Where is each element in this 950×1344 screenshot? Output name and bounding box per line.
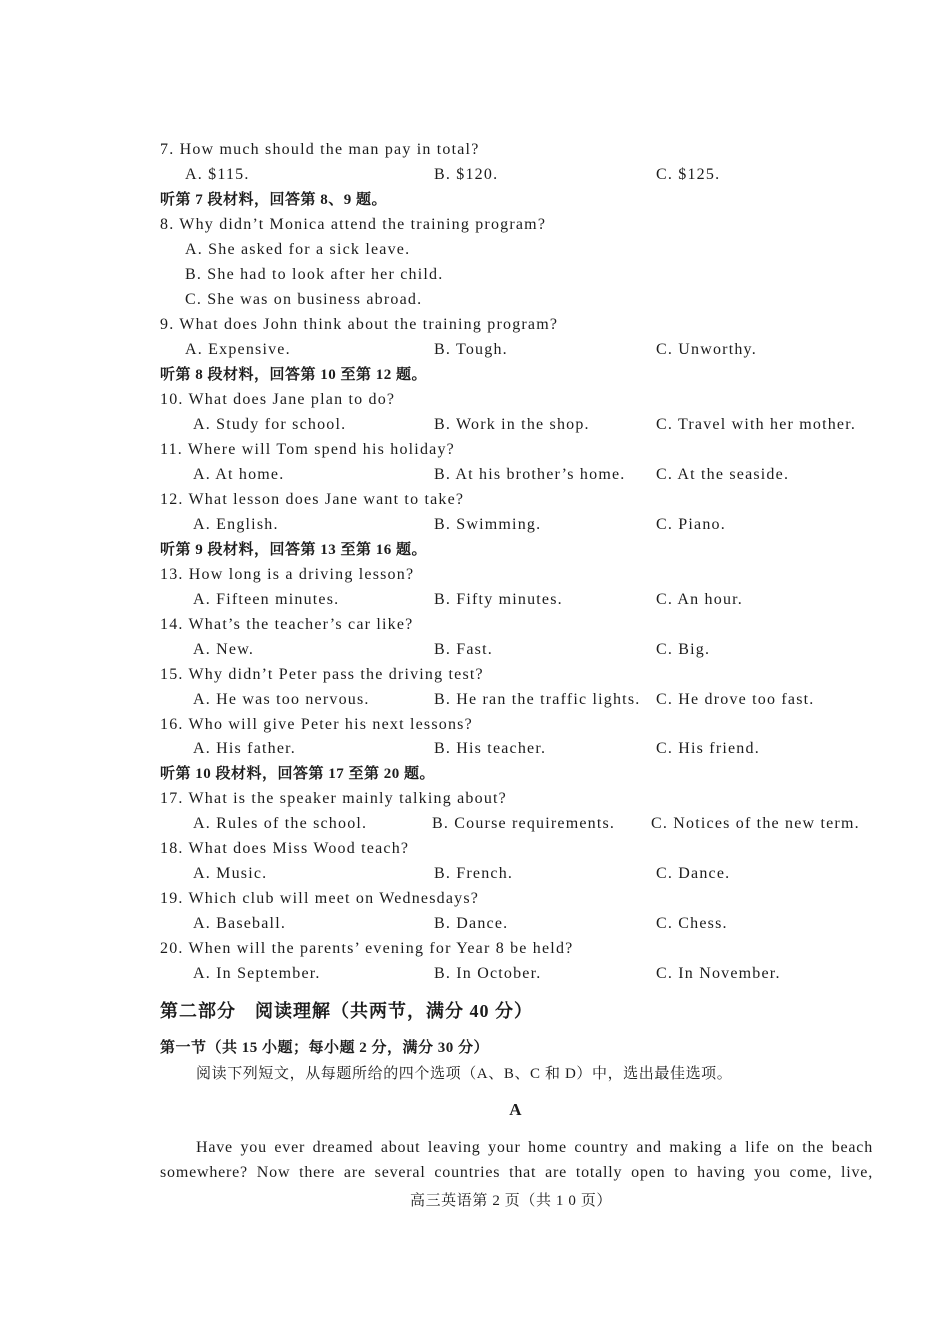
- question-stem: 12. What lesson does Jane want to take?: [160, 491, 465, 508]
- question-stem: 9. What does John think about the training program?: [160, 316, 559, 333]
- option-c: C. Chess.: [656, 915, 728, 932]
- option-b: B. In October.: [434, 965, 542, 982]
- option-b: B. Work in the shop.: [434, 416, 590, 433]
- option-c: C. Notices of the new term.: [651, 815, 860, 832]
- question-stem: 11. Where will Tom spend his holiday?: [160, 441, 455, 458]
- option-a: A. $115.: [185, 166, 250, 183]
- option-b: B. French.: [434, 865, 514, 882]
- option-b: B. Fifty minutes.: [434, 591, 563, 608]
- question-stem: 7. How much should the man pay in total?: [160, 141, 480, 158]
- question-stem: 17. What is the speaker mainly talking about?: [160, 790, 507, 807]
- section-title: 第一节（共 15 小题；每小题 2 分，满分 30 分）: [160, 1040, 490, 1056]
- option-a: A. He was too nervous.: [193, 691, 370, 708]
- option-b: B. $120.: [434, 166, 499, 183]
- option-a: A. Fifteen minutes.: [193, 591, 340, 608]
- question-stem: 8. Why didn’t Monica attend the training program?: [160, 216, 547, 233]
- question-stem: 20. When will the parents’ evening for Year 8 be held?: [160, 940, 574, 957]
- option-b: B. He ran the traffic lights.: [434, 691, 641, 708]
- option-c: C. He drove too fast.: [656, 691, 815, 708]
- question-stem: 14. What’s the teacher’s car like?: [160, 616, 414, 633]
- page-footer: 高三英语第 2 页（共 1 0 页）: [409, 1193, 613, 1209]
- section-instruction: 听第 9 段材料，回答第 13 至第 16 题。: [160, 542, 428, 558]
- option-a: A. Rules of the school.: [193, 815, 368, 832]
- reading-directions: 阅读下列短文，从每题所给的四个选项（A、B、C 和 D）中，选出最佳选项。: [196, 1066, 733, 1082]
- option-b: B. She had to look after her child.: [185, 266, 444, 283]
- option-c: C. In November.: [656, 965, 781, 982]
- question-stem: 19. Which club will meet on Wednesdays?: [160, 890, 480, 907]
- option-a: A. English.: [193, 516, 279, 533]
- option-c: C. At the seaside.: [656, 466, 790, 483]
- option-b: B. Swimming.: [434, 516, 542, 533]
- option-a: A. She asked for a sick leave.: [185, 241, 411, 258]
- section-instruction: 听第 8 段材料，回答第 10 至第 12 题。: [160, 367, 428, 383]
- question-stem: 15. Why didn’t Peter pass the driving test?: [160, 666, 484, 683]
- option-c: C. Travel with her mother.: [656, 416, 857, 433]
- section-instruction: 听第 7 段材料，回答第 8、9 题。: [160, 192, 388, 208]
- part-title: 第二部分 阅读理解（共两节，满分 40 分）: [160, 1001, 533, 1021]
- option-a: A. At home.: [193, 466, 285, 483]
- option-c: C. Dance.: [656, 865, 731, 882]
- option-c: C. An hour.: [656, 591, 743, 608]
- option-a: A. Music.: [193, 865, 268, 882]
- option-a: A. His father.: [193, 740, 297, 757]
- option-a: A. New.: [193, 641, 255, 658]
- passage-line: Have you ever dreamed about leaving your home country and making a life on the beach: [196, 1139, 873, 1156]
- option-c: C. Unworthy.: [656, 341, 757, 358]
- option-b: B. Fast.: [434, 641, 493, 658]
- option-a: A. Baseball.: [193, 915, 287, 932]
- option-b: B. Dance.: [434, 915, 509, 932]
- option-c: C. $125.: [656, 166, 721, 183]
- passage-label: A: [509, 1100, 523, 1119]
- option-c: C. She was on business abroad.: [185, 291, 423, 308]
- question-stem: 18. What does Miss Wood teach?: [160, 840, 410, 857]
- option-b: B. His teacher.: [434, 740, 547, 757]
- question-stem: 13. How long is a driving lesson?: [160, 566, 415, 583]
- option-b: B. At his brother’s home.: [434, 466, 626, 483]
- option-b: B. Tough.: [434, 341, 508, 358]
- question-stem: 16. Who will give Peter his next lessons?: [160, 716, 473, 733]
- option-c: C. His friend.: [656, 740, 760, 757]
- option-a: A. In September.: [193, 965, 321, 982]
- passage-line: somewhere? Now there are several countries that are totally open to having you come, live,: [160, 1164, 873, 1181]
- option-a: A. Expensive.: [185, 341, 291, 358]
- option-c: C. Big.: [656, 641, 711, 658]
- question-stem: 10. What does Jane plan to do?: [160, 391, 396, 408]
- option-c: C. Piano.: [656, 516, 726, 533]
- section-instruction: 听第 10 段材料，回答第 17 至第 20 题。: [160, 766, 436, 782]
- option-b: B. Course requirements.: [432, 815, 616, 832]
- option-a: A. Study for school.: [193, 416, 347, 433]
